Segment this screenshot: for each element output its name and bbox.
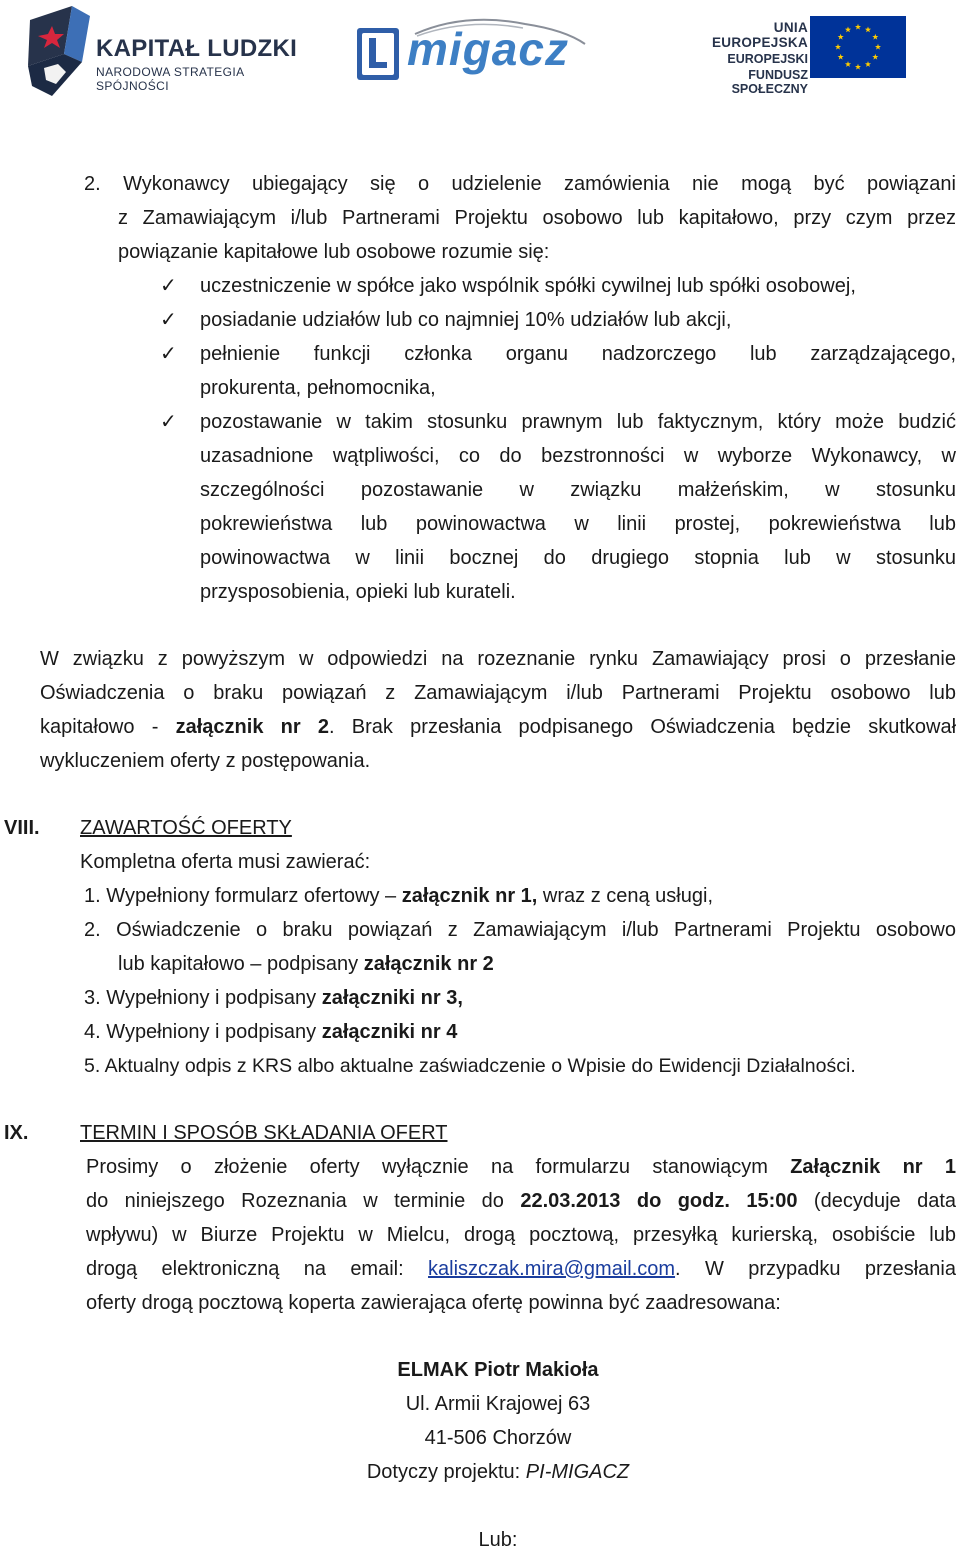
section8-item5: 5. Aktualny odpis z KRS albo aktualne zaświadczenie o Wpisie do Ewidencji Działalności. [84,1055,856,1077]
eu-line1: UNIA EUROPEJSKA [711,20,808,50]
section8-item2-line2 [118,952,494,976]
s9-line4-text: drogą elektroniczną na email: [86,1258,429,1280]
address-street: Ul. Armii Krajowej 63 [405,1393,591,1415]
zwiazek-line3-bold: załącznik nr 2 [175,716,330,738]
section2-line1: 2. Wykonawcy ubiegający się o udzielenie zamówienia nie mogą być powiązani [84,173,956,195]
section8-item1 [84,884,713,908]
checkmark-icon: ✓ [160,343,177,365]
section9-line4 [86,1257,956,1281]
section8-title: ZAWARTOŚĆ OFERTY [80,817,292,839]
item1-bold: załącznik nr 1, [401,885,538,907]
s9-line2-bold: 22.03.2013 do godz. 15:00 [520,1190,798,1212]
bullet-4-line6: przysposobienia, opieki lub kurateli. [200,581,516,603]
eu-line3: FUNDUSZ SPOŁECZNY [731,68,808,96]
address-project [0,1460,960,1484]
bullet-1: uczestniczenie w spółce jako wspólnik spółki cywilnej lub spółki osobowej, [200,275,856,297]
migacz-wordmark: migacz [407,23,569,75]
bullet-4-line1: pozostawanie w takim stosunku prawnym lub faktycznym, który może budzić [200,411,956,433]
zwiazek-line3 [40,715,956,739]
item4-text: 4. Wypełniony i podpisany [84,1021,322,1043]
project-label: Dotyczy projektu: [366,1461,526,1483]
section9-line5: oferty drogą pocztową koperta zawierająca ofertę powinna być zaadresowana: [86,1292,781,1314]
section9-line3: wpływu) w Biurze Projektu w Mielcu, drogą pocztową, przesyłką kurierską, osobiście lub [86,1224,956,1246]
item1-tail: wraz z ceną usługi, [537,885,713,907]
bullet-3-line2: prokurenta, pełnomocnika, [200,377,436,399]
section2-line3: powiązanie kapitałowe lub osobowe rozumie się: [118,241,550,263]
email-link[interactable]: kaliszczak.mira@gmail.com [428,1258,676,1280]
address-city: 41-506 Chorzów [424,1427,572,1449]
section2-line2: z Zamawiającym i/lub Partnerami Projektu osobowo lub kapitałowo, przy czym przez [118,207,956,229]
project-code: PI-MIGACZ [525,1461,630,1483]
zwiazek-line3-c: . Brak przesłania podpisanego Oświadczenia będzie skutkował [329,716,957,738]
eu-flag-icon [810,16,906,78]
kapital-ludzki-title: KAPITAŁ LUDZKI [96,35,298,62]
zwiazek-line2: Oświadczenia o braku powiązań z Zamawiającym i/lub Partnerami Projektu osobowo lub [40,682,956,704]
s9-line2-text: do niniejszego Rozeznania w terminie do [86,1190,521,1212]
bullet-4-line4: pokrewieństwa lub powinowactwa w linii prostej, pokrewieństwa lub [200,513,956,535]
section8-number: VIII. [4,817,40,839]
bullet-3-line1: pełnienie funkcji członka organu nadzorczego lub zarządzającego, [200,343,956,365]
eu-logo [678,14,918,96]
section9-line1 [86,1155,956,1179]
page-header [0,0,960,110]
bullet-4-line5: powinowactwa w linii bocznej do drugiego stopnia lub w stosunku [200,547,956,569]
item2-text: lub kapitałowo – podpisany [118,953,364,975]
address-name: ELMAK Piotr Makioła [397,1359,599,1381]
checkmark-icon: ✓ [160,411,177,433]
section9-title: TERMIN I SPOSÓB SKŁADANIA OFERT [80,1122,448,1144]
checkmark-icon: ✓ [160,309,177,331]
bullet-2: posiadanie udziałów lub co najmniej 10% udziałów lub akcji, [200,309,732,331]
s9-line4-tail: . W przypadku przesłania [675,1258,956,1280]
section8-intro: Kompletna oferta musi zawierać: [80,851,371,873]
s9-line1-text: Prosimy o złożenie oferty wyłącznie na formularzu stanowiącym [86,1156,791,1178]
bullet-4-line2: uzasadnione wątpliwości, co do bezstronności w wyborze Wykonawcy, w [200,445,956,467]
eu-line2: EUROPEJSKI [727,52,808,66]
kapital-ludzki-logo [22,6,312,98]
item3-text: 3. Wypełniony i podpisany [84,987,322,1009]
s9-line2-tail: (decyduje data [797,1190,956,1212]
item2-bold: załącznik nr 2 [363,953,494,975]
migacz-logo [355,14,595,86]
bullet-4-line3: szczególności pozostawanie w związku małżeńskim, w stosunku [200,479,956,501]
item3-bold: załączniki nr 3, [321,987,463,1009]
zwiazek-line1: W związku z powyższym w odpowiedzi na rozeznanie rynku Zamawiający prosi o przesłanie [40,648,956,670]
kapital-ludzki-subtitle: NARODOWA STRATEGIA SPÓJNOŚCI [96,65,244,93]
address-lub: Lub: [478,1529,518,1551]
zwiazek-line3-a: kapitałowo - [40,716,176,738]
s9-line1-bold: Załącznik nr 1 [790,1156,956,1178]
item4-bold: załączniki nr 4 [321,1021,458,1043]
section8-item2-line1: 2. Oświadczenie o braku powiązań z Zamawiającym i/lub Partnerami Projektu osobowo [84,919,956,941]
item1-text: 1. Wypełniony formularz ofertowy – [84,885,402,907]
section8-item4 [84,1020,457,1044]
section9-line2 [86,1189,956,1213]
section9-number: IX. [4,1122,29,1144]
section8-item3 [84,986,463,1010]
checkmark-icon: ✓ [160,275,177,297]
zwiazek-line4: wykluczeniem oferty z postępowania. [40,750,371,772]
kapital-ludzki-emblem-icon [22,6,92,98]
